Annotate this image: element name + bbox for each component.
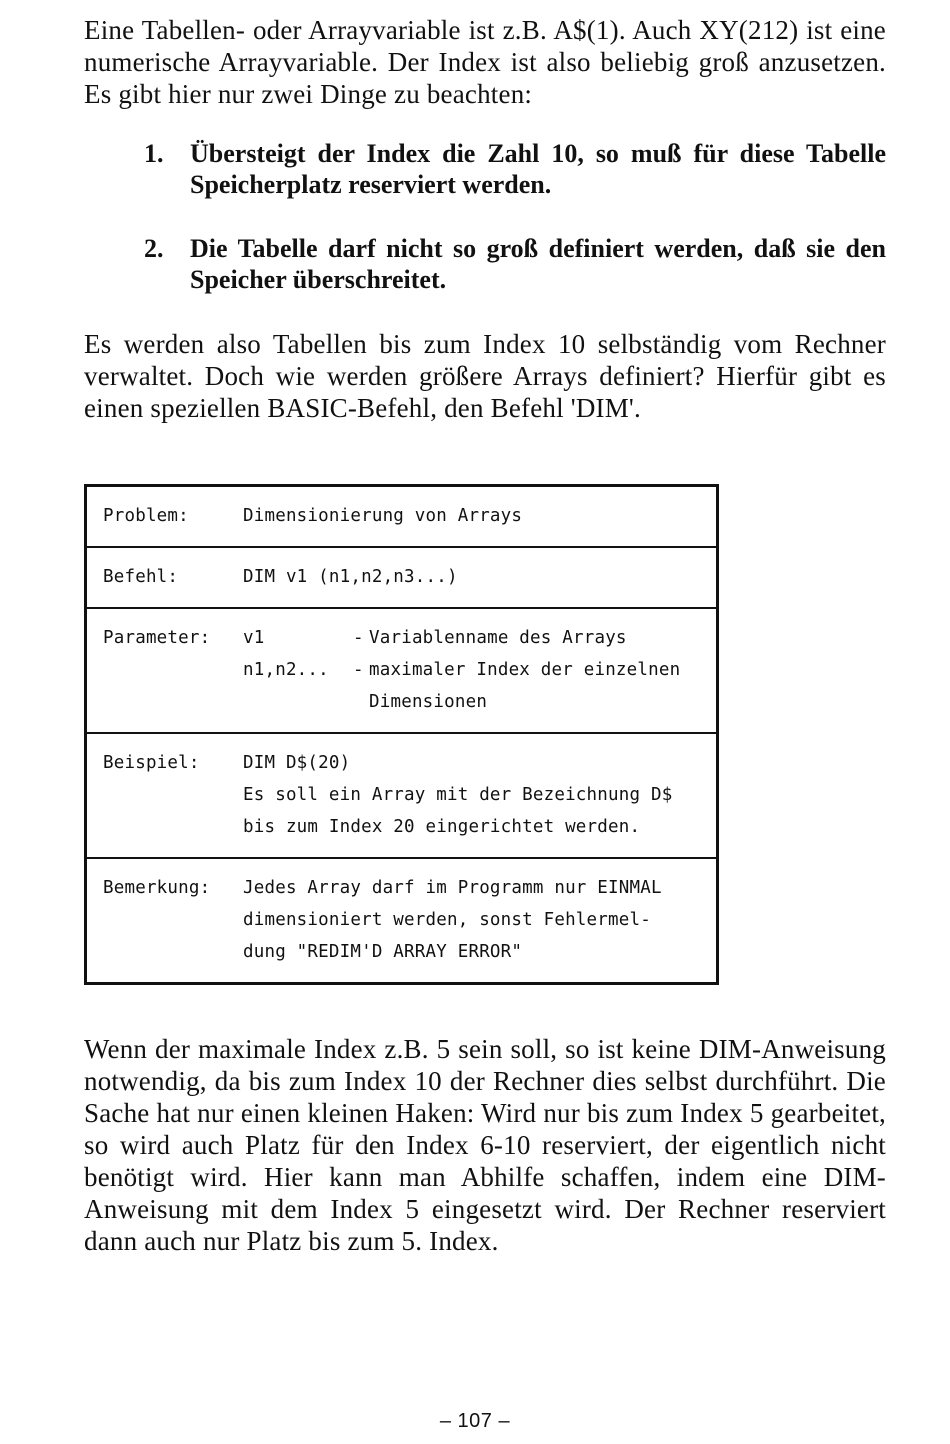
parameter-dash: - [353,628,364,648]
beispiel-line: Es soll ein Array mit der Bezeichnung D$ [243,785,673,805]
beispiel-label: Beispiel: [103,753,200,773]
parameter-item [243,654,716,718]
beispiel-line: bis zum Index 20 eingerichtet werden. [243,817,641,837]
befehl-syntax: DIM v1 (n1,n2,n3...) [243,567,458,587]
beispiel-body [243,747,716,843]
problem-label: Problem: [103,506,189,526]
parameter-name: n1,n2... [243,660,329,680]
rule-text: Übersteigt der Index die Zahl 10, so muß für diese Tabelle Speicherplatz reserviert werden. [190,139,886,199]
closing-paragraph: Wenn der maximale Index z.B. 5 sein soll, so ist keine DIM-Anweisung notwendig, da bis zum Index 10 der Rechner dies selbst durchführt. Die Sache hat nur einen kleinen Haken: Wird nur bis zum Index 5 gearbeitet, so wird auch Platz für den Index 6-10 reserviert, der eigentlich nicht benötigt wird. Hier kann man Abhilfe schaffen, indem eine DIM-Anweisung mit dem Index 5 eingesetzt wird. Der Rechner reserviert dann auch nur Platz bis zum 5. Index. [84,1034,886,1256]
page-number: – 107 – [439,1410,511,1432]
problem-row [87,487,716,546]
befehl-label: Befehl: [103,567,179,587]
beispiel-row [87,732,716,857]
rules-list [84,138,886,295]
bemerkung-row [87,857,716,982]
command-reference-box [84,484,719,985]
parameter-item [243,622,716,654]
intro-paragraph: Eine Tabellen- oder Arrayvariable ist z.B. A$(1). Auch XY(212) ist eine numerische Arrayvariable. Der Index ist also beliebig groß anzusetzen. Es gibt hier nur zwei Dinge zu beachten: [84,15,886,109]
parameter-row [87,607,716,732]
parameter-list [243,622,716,718]
beispiel-code: DIM D$(20) [243,753,351,773]
parameter-dash: - [353,660,364,680]
rule-text: Die Tabelle darf nicht so groß definiert werden, daß sie den Speicher überschreitet. [190,234,886,294]
parameter-name: v1 [243,628,265,648]
problem-value: Dimensionierung von Arrays [243,506,523,526]
bemerkung-line: Jedes Array darf im Programm nur EINMAL [243,878,662,898]
rule-item [84,138,886,200]
parameter-description: Variablenname des Arrays [369,628,627,648]
parameter-label: Parameter: [103,628,211,648]
rule-number: 2. [144,234,164,263]
page-content [84,14,886,1257]
rule-item [84,233,886,295]
befehl-row [87,546,716,607]
bemerkung-line: dimensioniert werden, sonst Fehlermel- [243,910,651,930]
bemerkung-label: Bemerkung: [103,878,211,898]
rule-number: 1. [144,139,164,168]
bemerkung-line: dung "REDIM'D ARRAY ERROR" [243,942,523,962]
dim-explanation-paragraph: Es werden also Tabellen bis zum Index 10 selbständig vom Rechner verwaltet. Doch wie werden größere Arrays definiert? Hierfür gibt es einen speziellen BASIC-Befehl, den Befehl 'DIM'. [84,329,886,423]
bemerkung-body [243,872,716,968]
parameter-description: maximaler Index der einzelnen Dimensionen [369,660,681,712]
